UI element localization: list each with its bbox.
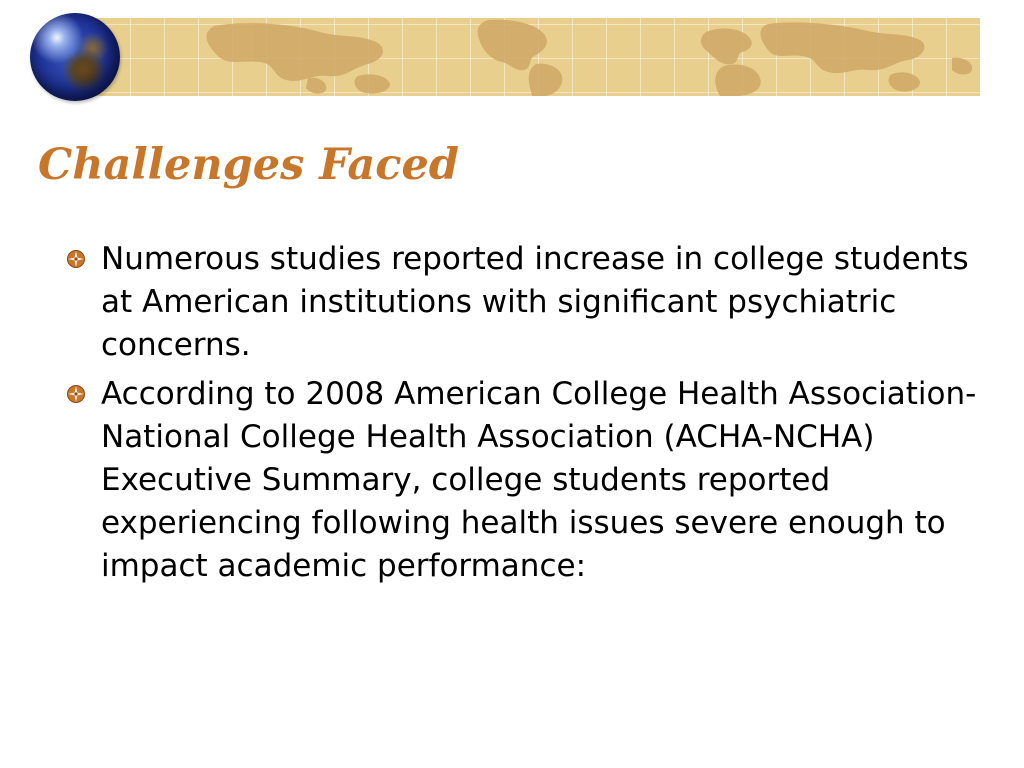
compass-bullet-icon bbox=[66, 249, 86, 269]
bullet-text-1: Numerous studies reported increase in college students at American institutions with significant psychiatric concerns. bbox=[101, 241, 969, 363]
globe-icon bbox=[30, 13, 120, 101]
bullet-item-2 bbox=[66, 373, 986, 588]
compass-bullet-icon bbox=[66, 384, 86, 404]
world-map-graphic bbox=[96, 18, 980, 96]
bullet-item-1 bbox=[66, 238, 986, 367]
bullet-list bbox=[66, 238, 986, 594]
world-map-banner bbox=[96, 18, 980, 96]
slide-title: Challenges Faced bbox=[38, 140, 459, 190]
bullet-text-2: According to 2008 American College Health Association-National College Health Association (ACHA-NCHA) Executive Summary, college students reported experiencing following health issues severe enough to impact academic performance: bbox=[101, 376, 977, 584]
